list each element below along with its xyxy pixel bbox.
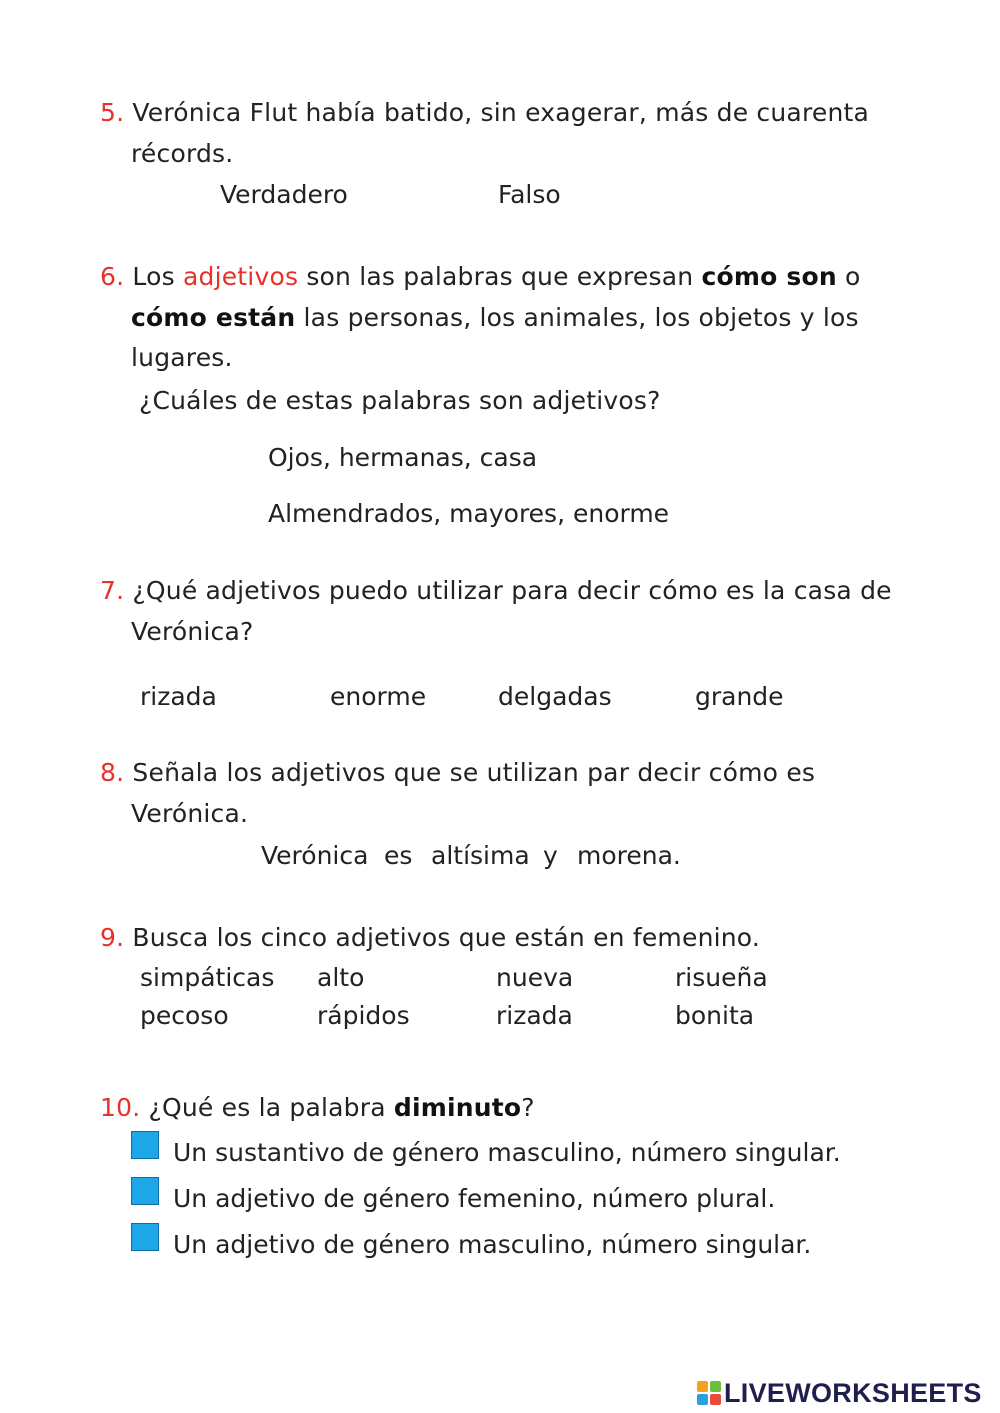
q7-line-2: Verónica?	[131, 617, 254, 646]
q9-word-simpaticas[interactable]: simpáticas	[140, 963, 275, 992]
q7-line-1	[100, 576, 892, 606]
q9-line-1	[100, 923, 760, 953]
q8-word-altisima[interactable]: altísima	[431, 841, 530, 870]
q10-bold-diminuto: diminuto	[393, 1093, 522, 1122]
q9-word-nueva[interactable]: nueva	[496, 963, 574, 992]
q9-word-rapidos[interactable]: rápidos	[317, 1001, 410, 1030]
q10-checkbox-3[interactable]	[131, 1223, 159, 1251]
q5-option-verdadero[interactable]: Verdadero	[220, 180, 348, 209]
q6-bold-como-son: cómo son	[701, 262, 837, 291]
q7-option-rizada[interactable]: rizada	[140, 682, 217, 711]
q8-line-1	[100, 758, 815, 788]
q10-text-b: ?	[521, 1093, 535, 1122]
q9-word-alto[interactable]: alto	[317, 963, 365, 992]
q5-line-2: récords.	[131, 139, 234, 168]
liveworksheets-brand: LIVEWORKSHEETS	[724, 1378, 982, 1408]
q10-line-1	[100, 1093, 535, 1123]
q10-checkbox-2[interactable]	[131, 1177, 159, 1205]
q6-bold-como-estan: cómo están	[131, 303, 296, 332]
q6-question: ¿Cuáles de estas palabras son adjetivos?	[139, 386, 661, 415]
q8-word-veronica[interactable]: Verónica	[261, 841, 369, 870]
q10-option-1: Un sustantivo de género masculino, número singular.	[173, 1138, 841, 1167]
q10-checkbox-1[interactable]	[131, 1131, 159, 1159]
q10-option-3: Un adjetivo de género masculino, número singular.	[173, 1230, 812, 1259]
q10-text-a: ¿Qué es la palabra	[140, 1093, 394, 1122]
q8-word-morena[interactable]: morena.	[577, 841, 681, 870]
q8-word-y[interactable]: y	[543, 841, 558, 870]
q7-text: ¿Qué adjetivos puedo utilizar para decir cómo es la casa de	[132, 576, 892, 605]
q5-number: 5.	[100, 98, 125, 127]
q6-text-c: o	[836, 262, 861, 291]
q9-text: Busca los cinco adjetivos que están en femenino.	[132, 923, 761, 952]
liveworksheets-logo	[697, 1378, 982, 1408]
q7-number: 7.	[100, 576, 125, 605]
q8-word-es[interactable]: es	[384, 841, 413, 870]
q7-option-grande[interactable]: grande	[695, 682, 784, 711]
q9-word-rizada[interactable]: rizada	[496, 1001, 573, 1030]
q7-option-delgadas[interactable]: delgadas	[498, 682, 612, 711]
q10-option-2: Un adjetivo de género femenino, número plural.	[173, 1184, 776, 1213]
q6-line-2	[131, 303, 859, 333]
q6-line-1	[100, 262, 861, 292]
q5-text: Verónica Flut había batido, sin exagerar, más de cuarenta	[132, 98, 870, 127]
q6-number: 6.	[100, 262, 125, 291]
q7-option-enorme[interactable]: enorme	[330, 682, 427, 711]
liveworksheets-logo-icon	[697, 1381, 721, 1405]
q6-option-1[interactable]: Ojos, hermanas, casa	[268, 443, 538, 472]
q9-word-risuena[interactable]: risueña	[675, 963, 768, 992]
q5-line-1	[100, 98, 869, 128]
q9-number: 9.	[100, 923, 125, 952]
q6-option-2[interactable]: Almendrados, mayores, enorme	[268, 499, 670, 528]
q6-text-a: Los	[132, 262, 183, 291]
q10-number: 10.	[100, 1093, 141, 1122]
q8-text: Señala los adjetivos que se utilizan par decir cómo es	[132, 758, 816, 787]
q9-word-pecoso[interactable]: pecoso	[140, 1001, 229, 1030]
q6-highlight-adjetivos: adjetivos	[182, 262, 299, 291]
q9-word-bonita[interactable]: bonita	[675, 1001, 755, 1030]
q6-line-3: lugares.	[131, 343, 233, 372]
q6-text-b: son las palabras que expresan	[298, 262, 702, 291]
q6-text-d: las personas, los animales, los objetos y los	[295, 303, 859, 332]
q8-line-2: Verónica.	[131, 799, 249, 828]
q5-option-falso[interactable]: Falso	[498, 180, 561, 209]
q8-number: 8.	[100, 758, 125, 787]
